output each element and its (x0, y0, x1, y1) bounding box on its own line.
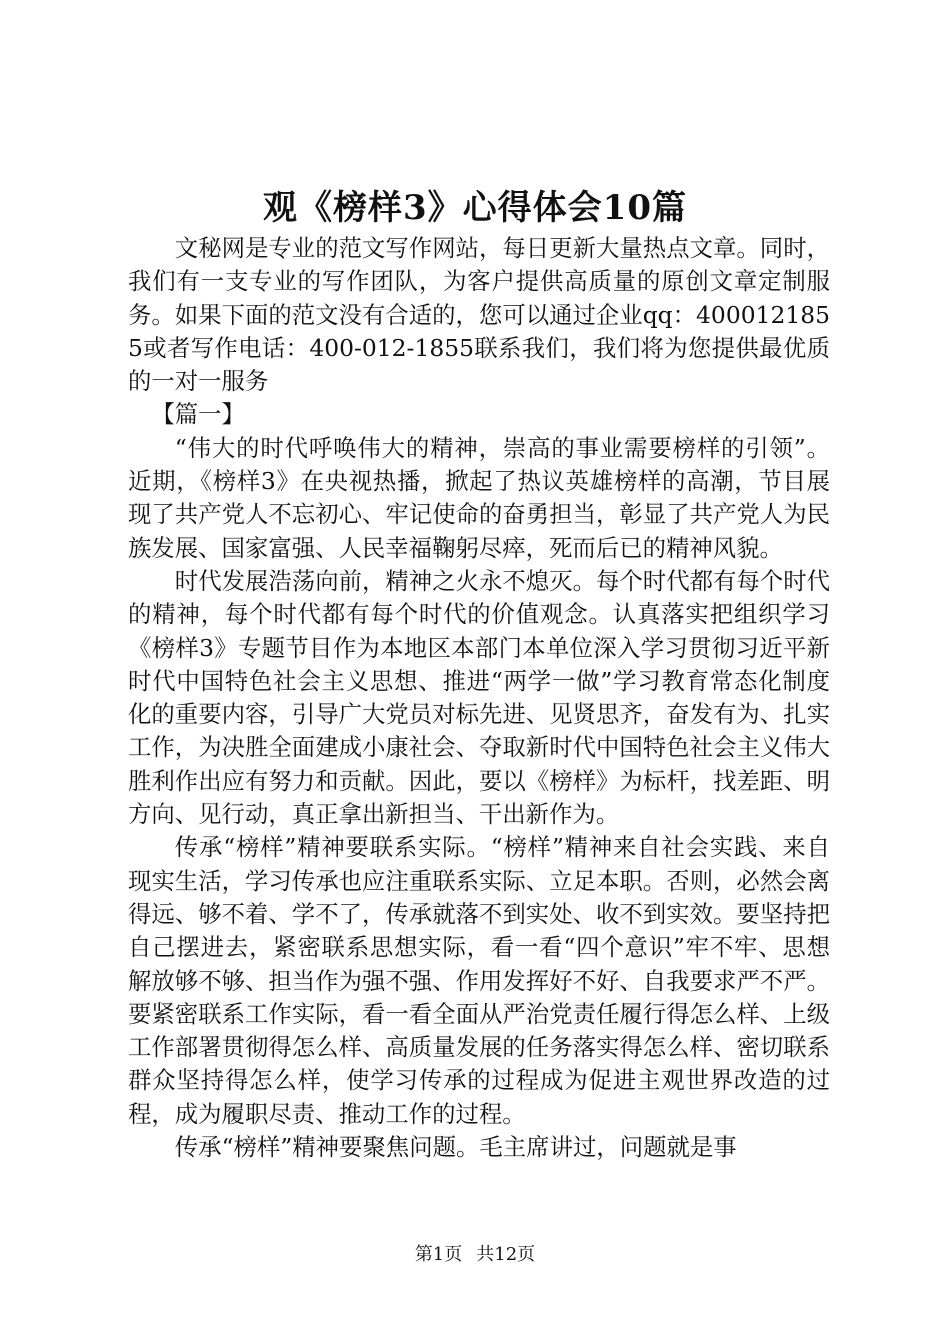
section-heading: 【篇一】 (151, 400, 245, 429)
page-total: 共12页 (476, 1244, 536, 1265)
page-footer (0, 1243, 950, 1267)
body-paragraph: 传承“榜样”精神要联系实际。“榜样”精神来自社会实践、来自现实生活，学习传承也应注重联系实际、立足本职。否则，必然会离得远、够不着、学不了，传承就落不到实处、收不到实效。要坚持把自己摆进去，紧密联系思想实际，看一看“四个意识”牢不牢、思想解放够不够、担当作为强不强、作用发挥好不好、自我要求严不严。要紧密联系工作实际，看一看全面从严治党责任履行得怎么样、上级工作部署贯彻得怎么样、高质量发展的任务落实得怎么样、密切联系群众坚持得怎么样，使学习传承的过程成为促进主观世界改造的过程，成为履职尽责、推动工作的过程。 (128, 833, 830, 1128)
body-paragraph: “伟大的时代呼唤伟大的精神，崇高的事业需要榜样的引领”。近期，《榜样3》在央视热播，掀起了热议英雄榜样的高潮，节目展现了共产党人不忘初心、牢记使命的奋勇担当，彰显了共产党人为民族发展、国家富强、人民幸福鞠躬尽瘁，死而后已的精神风貌。 (128, 433, 830, 562)
document-body (128, 232, 830, 1164)
page-number: 第1页 (414, 1244, 463, 1265)
intro-paragraph: 文秘网是专业的范文写作网站，每日更新大量热点文章。同时，我们有一支专业的写作团队，为客户提供高质量的原创文章定制服务。如果下面的范文没有合适的，您可以通过企业qq：4000121855或者写作电话：400-012-1855联系我们，我们将为您提供最优质的一对一服务 (128, 234, 830, 396)
body-paragraph: 传承“榜样”精神要聚焦问题。毛主席讲过，问题就是事 (174, 1133, 737, 1162)
body-paragraph: 时代发展浩荡向前，精神之火永不熄灭。每个时代都有每个时代的精神，每个时代都有每个时代的价值观念。认真落实把组织学习《榜样3》专题节目作为本地区本部门本单位深入学习贯彻习近平新时代中国特色社会主义思想、推进“两学一做”学习教育常态化制度化的重要内容，引导广大党员对标先进、见贤思齐，奋发有为、扎实工作，为决胜全面建成小康社会、夺取新时代中国特色社会主义伟大胜利作出应有努力和贡献。因此，要以《榜样》为标杆，找差距、明方向、见行动，真正拿出新担当、干出新作为。 (128, 566, 830, 829)
document-title: 观《榜样3》心得体会10篇 (263, 188, 687, 228)
